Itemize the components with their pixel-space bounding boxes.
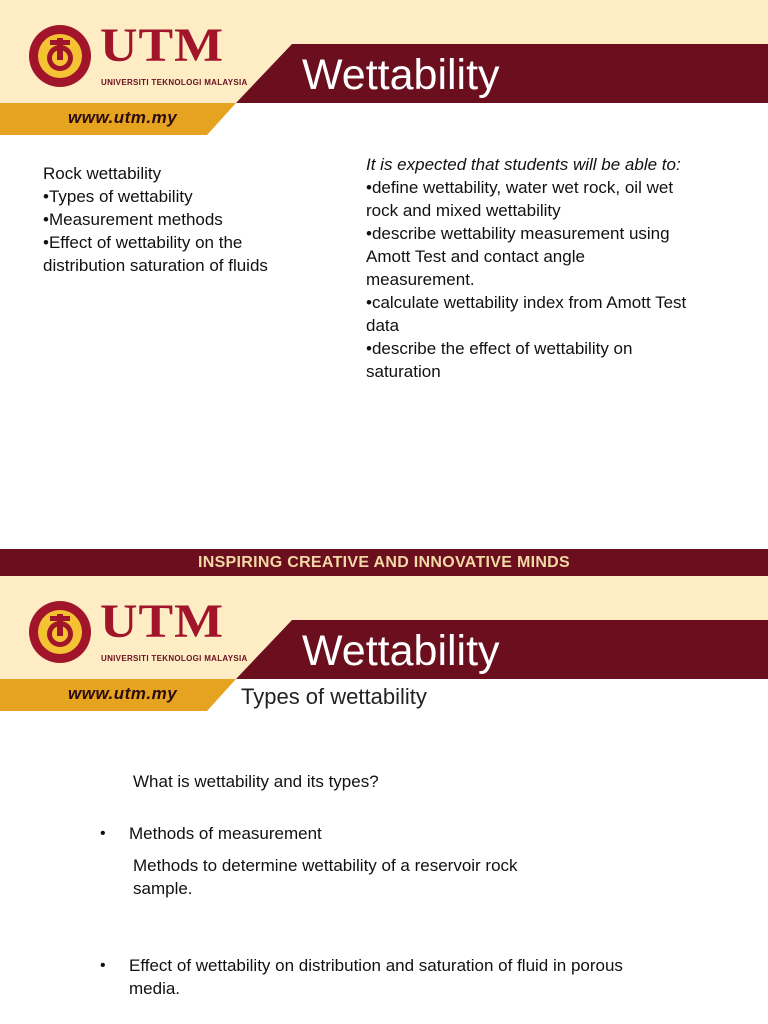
- outcome-line: Amott Test and contact angle: [366, 247, 585, 266]
- outcome-line: measurement.: [366, 270, 475, 289]
- outcome-line: •describe the effect of wettability on: [366, 339, 633, 358]
- outcome-line: rock and mixed wettability: [366, 201, 561, 220]
- item-line: media.: [129, 979, 181, 998]
- utm-logo-subtitle: UNIVERSITI TEKNOLOGI MALAYSIA: [101, 654, 248, 663]
- slide-2: [0, 576, 768, 1024]
- topic-line: •Effect of wettability on the: [43, 233, 243, 252]
- slide-subtitle: Types of wettability: [241, 684, 427, 709]
- bullet-icon: •: [100, 957, 106, 974]
- item-heading: Methods of measurement: [129, 824, 322, 843]
- website-link[interactable]: www.utm.my: [68, 684, 178, 703]
- description-line: Methods to determine wettability of a reservoir rock: [133, 856, 518, 875]
- topic-line: Rock wettability: [43, 164, 162, 183]
- outcome-line: •describe wettability measurement using: [366, 224, 670, 243]
- footer-slogan: INSPIRING CREATIVE AND INNOVATIVE MINDS: [197, 554, 571, 571]
- slide-title: Wettability: [302, 627, 500, 675]
- outcome-line: •define wettability, water wet rock, oil wet: [366, 178, 674, 197]
- topics-list: [43, 162, 333, 277]
- outcome-line: saturation: [366, 362, 441, 381]
- learning-outcomes: [366, 153, 746, 383]
- topic-line: distribution saturation of fluids: [43, 256, 268, 275]
- bullet-icon: •: [100, 825, 106, 842]
- outcome-line: •calculate wettability index from Amott Test: [366, 293, 687, 312]
- utm-logo-text: UTM: [100, 595, 225, 648]
- question-text: What is wettability and its types?: [133, 772, 379, 791]
- description-line: sample.: [133, 879, 193, 898]
- topic-line: •Measurement methods: [43, 210, 223, 229]
- utm-logo-subtitle: UNIVERSITI TEKNOLOGI MALAYSIA: [101, 78, 248, 87]
- utm-logo-text: UTM: [100, 19, 225, 72]
- slide-title: Wettability: [302, 51, 500, 99]
- item-description: [133, 854, 653, 900]
- outcome-line: data: [366, 316, 400, 335]
- item-text: [129, 954, 729, 1000]
- website-link[interactable]: www.utm.my: [68, 108, 178, 127]
- outcomes-intro: It is expected that students will be able to:: [366, 155, 681, 174]
- utm-crest-icon: [28, 600, 92, 664]
- item-line: Effect of wettability on distribution and saturation of fluid in porous: [129, 956, 623, 975]
- utm-crest-icon: [28, 24, 92, 88]
- topic-line: •Types of wettability: [43, 187, 193, 206]
